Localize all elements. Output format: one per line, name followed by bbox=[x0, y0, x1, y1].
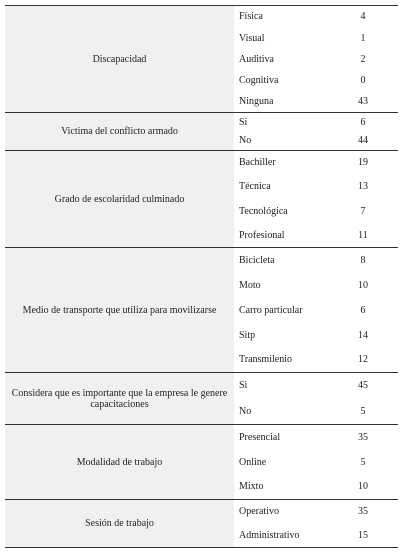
table-row bbox=[5, 500, 398, 524]
category-cell bbox=[5, 113, 234, 151]
option-cell: Bachiller bbox=[234, 151, 328, 175]
option-cell: Ninguna bbox=[239, 95, 274, 107]
table-row bbox=[5, 113, 398, 132]
option-cell: Si bbox=[234, 113, 328, 132]
category-label: Victima del conflicto armado bbox=[61, 126, 178, 137]
option-cell: Transmilenio bbox=[239, 354, 292, 366]
option-cell: Técnica bbox=[239, 181, 271, 192]
value-cell: 14 bbox=[358, 329, 368, 341]
value-cell: 0 bbox=[360, 74, 366, 86]
value-cell: 2 bbox=[360, 53, 366, 65]
category-cell bbox=[5, 425, 234, 500]
value-cell: 6 bbox=[360, 304, 366, 316]
option-cell: Si bbox=[234, 373, 328, 399]
value-cell: 35 bbox=[328, 425, 398, 450]
option-cell: Física bbox=[234, 6, 328, 28]
value-cell: 1 bbox=[360, 32, 366, 44]
category-label: Considera que es importante que la empresa le genere capacitaciones bbox=[11, 387, 228, 410]
value-cell: 11 bbox=[358, 229, 368, 241]
option-cell: Presencial bbox=[234, 425, 328, 450]
value-cell: 43 bbox=[358, 95, 368, 107]
option-cell: Moto bbox=[239, 279, 261, 291]
value-cell: 13 bbox=[358, 181, 368, 192]
value-cell: 15 bbox=[328, 524, 398, 548]
category-label: Grado de escolaridad culminado bbox=[54, 193, 185, 205]
category-label: Modalidad de trabajo bbox=[76, 456, 163, 468]
option-cell: No bbox=[239, 405, 252, 417]
survey-table bbox=[5, 5, 398, 548]
value-cell: 45 bbox=[328, 373, 398, 399]
value-cell: 12 bbox=[358, 354, 368, 366]
category-cell bbox=[5, 6, 234, 113]
table-row bbox=[5, 151, 398, 175]
category-label: Discapacidad bbox=[92, 53, 147, 65]
value-cell: 7 bbox=[360, 205, 366, 217]
table-row bbox=[5, 373, 398, 399]
category-label: Medio de transporte que utiliza para movilizarse bbox=[22, 304, 217, 316]
table-row bbox=[5, 248, 398, 273]
option-cell: Bicicleta bbox=[234, 248, 328, 273]
option-cell: Profesional bbox=[239, 229, 285, 241]
category-cell bbox=[5, 151, 234, 248]
category-cell bbox=[5, 500, 234, 548]
option-cell: Visual bbox=[239, 32, 265, 44]
option-cell: Sitp bbox=[239, 329, 256, 341]
value-cell: 5 bbox=[360, 405, 366, 417]
value-cell: 6 bbox=[328, 113, 398, 132]
option-cell: Cognitiva bbox=[239, 74, 279, 86]
option-cell: Auditiva bbox=[239, 53, 274, 65]
option-cell: Tecnológica bbox=[239, 205, 288, 217]
value-cell: 8 bbox=[328, 248, 398, 273]
category-label: Sesión de trabajo bbox=[85, 518, 154, 529]
table-row bbox=[5, 425, 398, 450]
table-row bbox=[5, 6, 398, 28]
option-cell: Online bbox=[239, 456, 267, 468]
value-cell: 10 bbox=[358, 481, 368, 493]
value-cell: 44 bbox=[358, 135, 368, 147]
option-cell: No bbox=[239, 135, 252, 147]
option-cell: Carro particular bbox=[239, 304, 303, 316]
value-cell: 4 bbox=[328, 6, 398, 28]
survey-table-body bbox=[5, 6, 398, 548]
value-cell: 10 bbox=[358, 279, 368, 291]
category-cell bbox=[5, 373, 234, 425]
option-cell: Administrativo bbox=[234, 524, 328, 548]
value-cell: 35 bbox=[328, 500, 398, 524]
option-cell: Mixto bbox=[239, 481, 264, 493]
value-cell: 19 bbox=[328, 151, 398, 175]
option-cell: Operativo bbox=[234, 500, 328, 524]
value-cell: 5 bbox=[360, 456, 366, 468]
category-cell bbox=[5, 248, 234, 373]
